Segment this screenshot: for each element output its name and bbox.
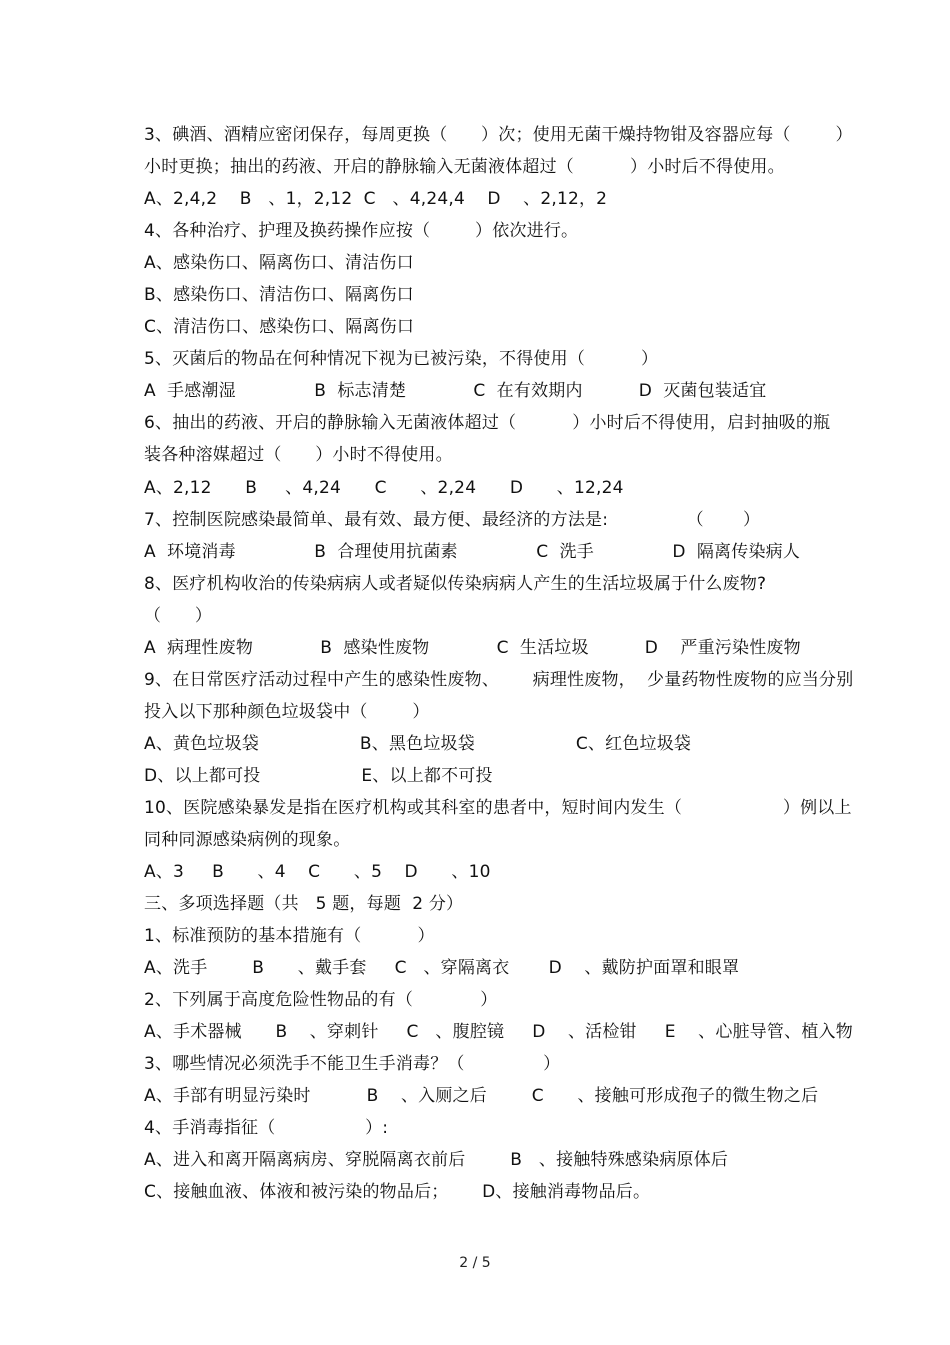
text-line: 5、灭菌后的物品在何种情况下视为已被污染，不得使用（ ） xyxy=(144,349,659,369)
text-line: D、以上都可投 E、以上都不可投 xyxy=(144,766,493,786)
section-heading: 三、多项选择题（共 5 题，每题 2 分） xyxy=(144,894,464,914)
text-line: C、清洁伤口、感染伤口、隔离伤口 xyxy=(144,317,415,337)
text-line: 3、碘酒、酒精应密闭保存，每周更换（ ）次；使用无菌干燥持物钳及容器应每（ ） xyxy=(144,125,853,145)
text-line: B、感染伤口、清洁伤口、隔离伤口 xyxy=(144,285,414,305)
text-line: A、2,4,2 B 、1，2,12 C 、4,24,4 D 、2,12，2 xyxy=(144,189,608,209)
text-line: A 病理性废物 B 感染性废物 C 生活垃圾 D 严重污染性废物 xyxy=(144,638,801,658)
text-line: 小时更换；抽出的药液、开启的静脉输入无菌液体超过（ ）小时后不得使用。 xyxy=(144,157,785,177)
text-line: A 手感潮湿 B 标志清楚 C 在有效期内 D 灭菌包装适宜 xyxy=(144,381,767,401)
text-line: 2、下列属于高度危险性物品的有（ ） xyxy=(144,990,498,1010)
text-line: A、洗手 B 、戴手套 C 、穿隔离衣 D 、戴防护面罩和眼罩 xyxy=(144,958,740,978)
page-number: 2 / 5 xyxy=(459,1255,491,1271)
text-line: （ ） xyxy=(144,606,213,626)
text-line: A、手部有明显污染时 B 、入厕之后 C 、接触可形成孢子的微生物之后 xyxy=(144,1086,819,1106)
text-line: A 环境消毒 B 合理使用抗菌素 C 洗手 D 隔离传染病人 xyxy=(144,542,801,562)
text-line: 8、医疗机构收治的传染病病人或者疑似传染病病人产生的生活垃圾属于什么废物? xyxy=(144,574,767,594)
text-line: 9、在日常医疗活动过程中产生的感染性废物、 病理性废物， 少量药物性废物的应当分别 xyxy=(144,670,854,690)
text-line: 3、哪些情况必须洗手不能卫生手消毒？（ ） xyxy=(144,1054,561,1074)
text-line: 同种同源感染病例的现象。 xyxy=(144,830,351,850)
text-line: A、感染伤口、隔离伤口、清洁伤口 xyxy=(144,253,414,273)
text-line: A、2,12 B 、4,24 C 、2,24 D 、12,24 xyxy=(144,478,624,498)
text-line: C、接触血液、体液和被污染的物品后； D、接触消毒物品后。 xyxy=(144,1182,651,1202)
text-line: 4、手消毒指征（ ）: xyxy=(144,1118,389,1138)
text-line: 装各种溶媒超过（ ）小时不得使用。 xyxy=(144,445,453,465)
text-line: A、进入和离开隔离病房、穿脱隔离衣前后 B 、接触特殊感染病原体后 xyxy=(144,1150,729,1170)
text-line: 投入以下那种颜色垃圾袋中（ ） xyxy=(144,702,430,722)
text-line: A、3 B 、4 C 、5 D 、10 xyxy=(144,862,491,882)
text-line: 10、医院感染暴发是指在医疗机构或其科室的患者中，短时间内发生（ ）例以上 xyxy=(144,798,852,818)
text-line: 1、标准预防的基本措施有（ ） xyxy=(144,926,435,946)
text-line: 4、各种治疗、护理及换药操作应按（ ）依次进行。 xyxy=(144,221,579,241)
text-line: 7、控制医院感染最简单、最有效、最方便、最经济的方法是: （ ） xyxy=(144,510,761,530)
text-line: A、黄色垃圾袋 B、黑色垃圾袋 C、红色垃圾袋 xyxy=(144,734,692,754)
text-line: 6、抽出的药液、开启的静脉输入无菌液体超过（ ）小时后不得使用，启封抽吸的瓶 xyxy=(144,413,831,433)
text-line: A、手术器械 B 、穿刺针 C 、腹腔镜 D 、活检钳 E 、心脏导管、植入物 xyxy=(144,1022,853,1042)
